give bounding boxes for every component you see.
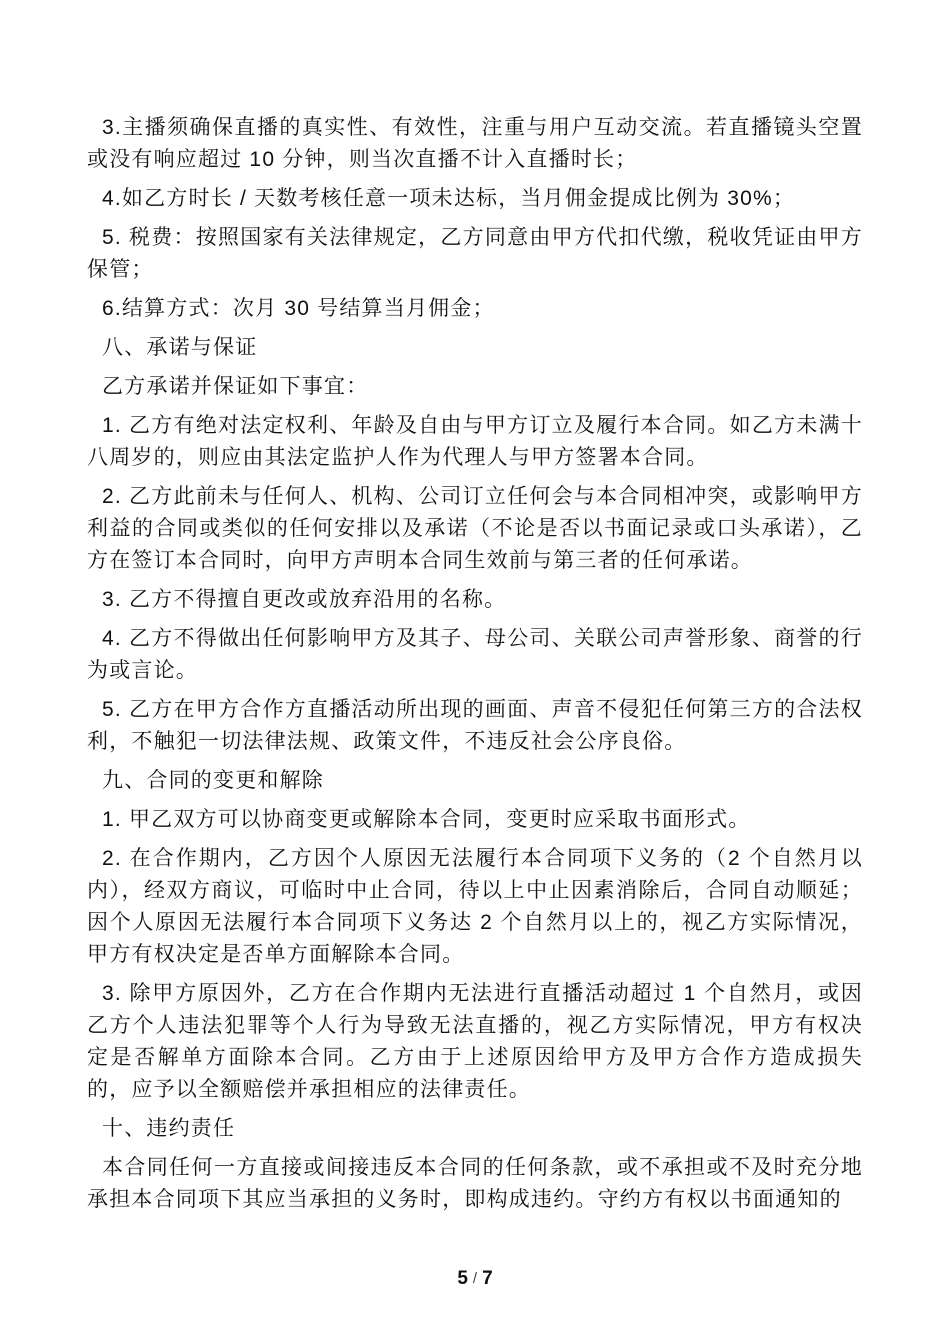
- section-heading: 九、合同的变更和解除: [102, 769, 324, 792]
- paragraph: 2. 乙方此前未与任何人、机构、公司订立任何会与本合同相冲突，或影响甲方利益的合同或类似的任何安排以及承诺（不论是否以书面记录或口头承诺），乙方在签订本合同时，向甲方声明本合同生效前与第三者的任何承诺。: [87, 485, 863, 572]
- paragraph: 5. 乙方在甲方合作方直播活动所出现的画面、声音不侵犯任何第三方的合法权利，不触犯一切法律法规、政策文件，不违反社会公序良俗。: [87, 698, 863, 753]
- paragraph: 5. 税费：按照国家有关法律规定，乙方同意由甲方代扣代缴，税收凭证由甲方保管；: [87, 226, 863, 281]
- page-number-separator: /: [472, 1270, 478, 1287]
- paragraph: 1. 乙方有绝对法定权利、年龄及自由与甲方订立及履行本合同。如乙方未满十八周岁的，则应由其法定监护人作为代理人与甲方签署本合同。: [87, 414, 863, 469]
- section-heading: 十、违约责任: [102, 1117, 236, 1140]
- page-footer: [0, 1266, 950, 1293]
- page-number-current: 5: [457, 1268, 468, 1289]
- paragraph: 6.结算方式：次月 30 号结算当月佣金；: [102, 297, 495, 320]
- page-number-total: 7: [482, 1268, 493, 1289]
- paragraph: 本合同任何一方直接或间接违反本合同的任何条款，或不承担或不及时充分地承担本合同项下其应当承担的义务时，即构成违约。守约方有权以书面通知的: [87, 1156, 863, 1211]
- paragraph: 4.如乙方时长 / 天数考核任意一项未达标，当月佣金提成比例为 30%；: [102, 187, 796, 210]
- paragraph: 4. 乙方不得做出任何影响甲方及其子、母公司、关联公司声誉形象、商誉的行为或言论。: [87, 627, 863, 682]
- paragraph: 3.主播须确保直播的真实性、有效性，注重与用户互动交流。若直播镜头空置或没有响应超过 10 分钟，则当次直播不计入直播时长；: [87, 116, 863, 171]
- document-body: [87, 112, 863, 1223]
- paragraph: 乙方承诺并保证如下事宜：: [102, 375, 369, 398]
- paragraph: 3. 乙方不得擅自更改或放弃沿用的名称。: [102, 588, 507, 611]
- paragraph: 2. 在合作期内，乙方因个人原因无法履行本合同项下义务的（2 个自然月以内），经双方商议，可临时中止合同，待以上中止因素消除后，合同自动顺延；因个人原因无法履行本合同项下义务达 2 个自然月以上的，视乙方实际情况，甲方有权决定是否单方面解除本合同。: [87, 847, 863, 966]
- section-heading: 八、承诺与保证: [102, 336, 258, 359]
- paragraph: 3. 除甲方原因外，乙方在合作期内无法进行直播活动超过 1 个自然月，或因乙方个人违法犯罪等个人行为导致无法直播的，视乙方实际情况，甲方有权决定是否解单方面除本合同。乙方由于上述原因给甲方及甲方合作方造成损失的，应予以全额赔偿并承担相应的法律责任。: [87, 982, 863, 1101]
- paragraph: 1. 甲乙双方可以协商变更或解除本合同，变更时应采取书面形式。: [102, 808, 751, 831]
